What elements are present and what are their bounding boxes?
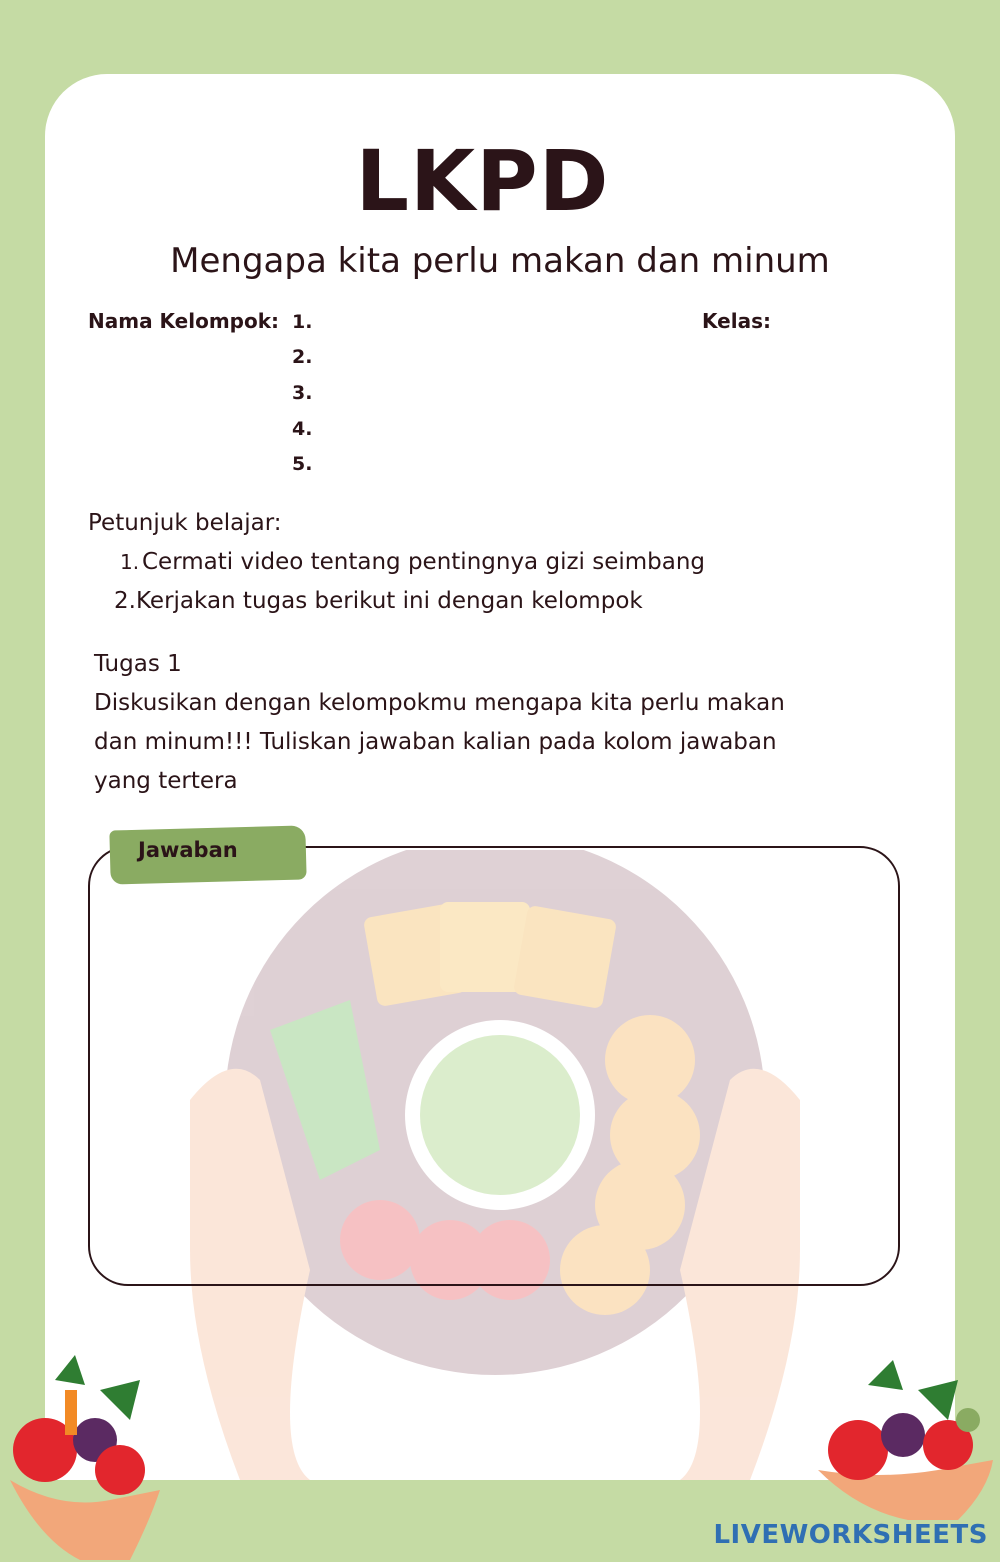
instructions-heading: Petunjuk belajar: <box>88 510 282 536</box>
instruction-item: Cermati video tentang pentingnya gizi seimbang <box>142 549 706 575</box>
apple-shape <box>828 1420 888 1480</box>
task-line: yang tertera <box>94 768 238 794</box>
pear-shape <box>956 1408 980 1432</box>
member-number: 2. <box>292 346 313 368</box>
hand-shape <box>10 1480 160 1560</box>
answer-label: Jawaban <box>138 838 238 862</box>
answer-box[interactable] <box>88 846 900 1286</box>
worksheet-subtitle: Mengapa kita perlu makan dan minum <box>170 241 830 281</box>
task-line: dan minum!!! Tuliskan jawaban kalian pada kolom jawaban <box>94 729 777 755</box>
member-number: 1. <box>292 311 313 333</box>
class-label: Kelas: <box>702 309 771 333</box>
leaf-shape <box>918 1380 958 1420</box>
instruction-item: Kerjakan tugas berikut ini dengan kelompok <box>136 588 643 614</box>
task-heading: Tugas 1 <box>94 651 182 677</box>
member-number: 4. <box>292 418 313 440</box>
member-number: 5. <box>292 453 313 475</box>
leaf-shape <box>100 1380 140 1420</box>
instruction-number: 1. <box>120 550 140 574</box>
instruction-number: 2. <box>114 588 136 614</box>
leaf-shape <box>868 1360 903 1390</box>
fruit-basket-illustration-left <box>0 1350 170 1562</box>
worksheet-title: LKPD <box>355 132 610 230</box>
carrot-shape <box>65 1390 77 1435</box>
apple-shape <box>95 1445 145 1495</box>
grape-shape <box>881 1413 925 1457</box>
member-number: 3. <box>292 382 313 404</box>
fruit-basket-illustration-right <box>808 1360 998 1520</box>
leaf-shape <box>55 1355 85 1385</box>
liveworksheets-logo[interactable]: LIVEWORKSHEETS <box>713 1520 988 1550</box>
group-name-label: Nama Kelompok: <box>88 309 280 333</box>
task-line: Diskusikan dengan kelompokmu mengapa kita perlu makan <box>94 690 785 716</box>
